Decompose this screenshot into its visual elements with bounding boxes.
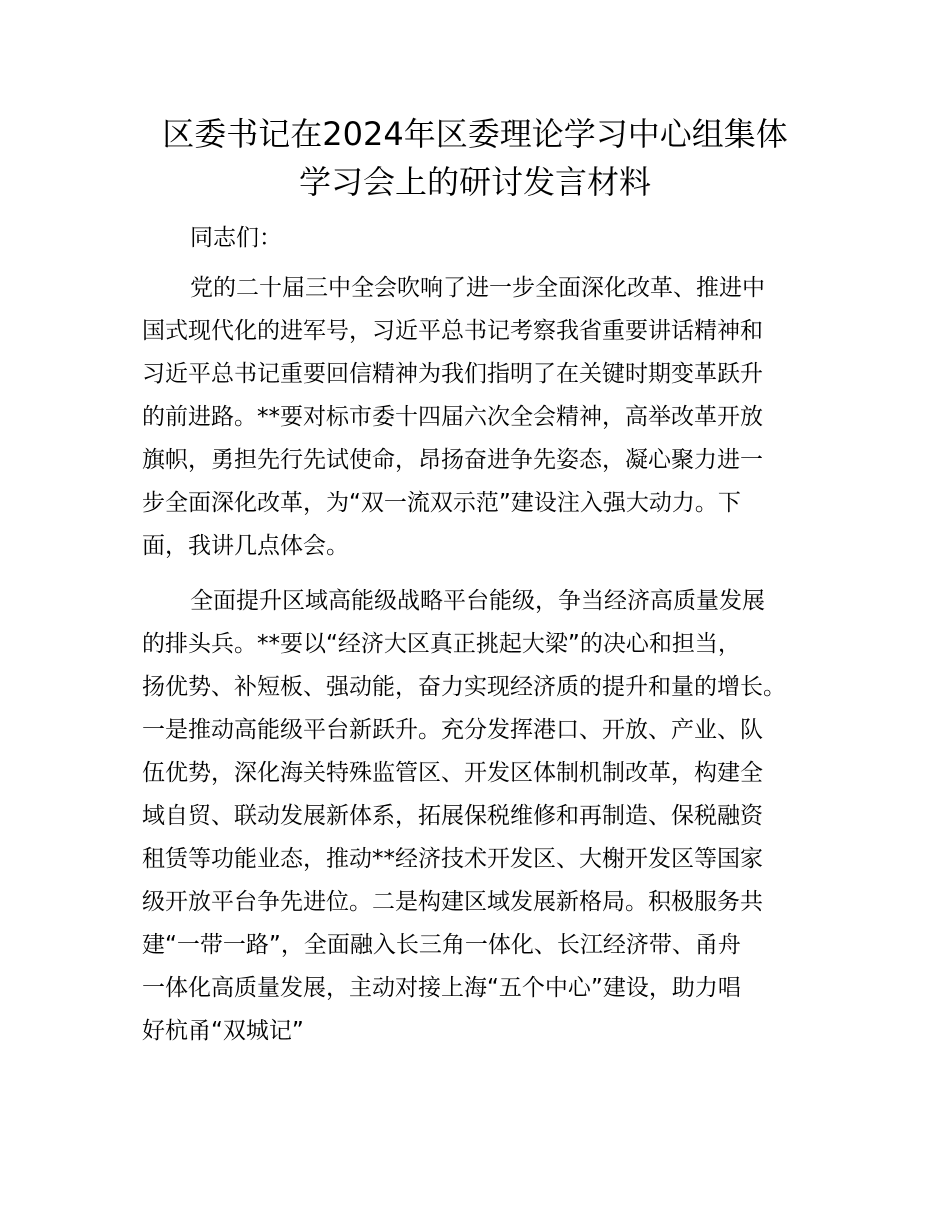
paragraph-2-line: 建“一带一路”，全面融入长三角一体化、长江经济带、甬舟: [142, 932, 741, 958]
document-title-line-2: 学习会上的研讨发言材料: [298, 163, 651, 201]
paragraph-2-line: 租赁等功能业态，推动**经济技术开发区、大榭开发区等国家: [142, 846, 763, 872]
paragraph-1-line: 习近平总书记重要回信精神为我们指明了在关键时期变革跃升: [142, 361, 763, 387]
paragraph-2-line: 一是推动高能级平台新跃升。充分发挥港口、开放、产业、队: [142, 717, 763, 743]
paragraph-2-line: 级开放平台争先进位。二是构建区域发展新格局。积极服务共: [142, 889, 763, 915]
paragraph-1-line: 国式现代化的进军号，习近平总书记考察我省重要讲话精神和: [142, 318, 763, 344]
paragraph-2-line: 的排头兵。**要以“经济大区真正挑起大梁”的决心和担当，: [142, 631, 741, 657]
paragraph-2-line: 域自贸、联动发展新体系，拓展保税维修和再制造、保税融资: [142, 803, 763, 829]
paragraph-1-line: 步全面深化改革，为“双一流双示范”建设注入强大动力。下: [142, 490, 741, 516]
paragraph-1-line: 面，我讲几点体会。: [142, 533, 349, 559]
document-title-line-1: 区委书记在2024年区委理论学习中心组集体: [162, 115, 788, 153]
paragraph-2-line: 伍优势，深化海关特殊监管区、开发区体制机制改革，构建全: [142, 760, 763, 786]
paragraph-1-line: 党的二十届三中全会吹响了进一步全面深化改革、推进中: [190, 275, 765, 301]
salutation: 同志们：: [190, 225, 282, 251]
paragraph-2-line: 一体化高质量发展，主动对接上海“五个中心”建设，助力唱: [142, 975, 741, 1001]
paragraph-2-line: 扬优势、补短板、强动能，奋力实现经济质的提升和量的增长。: [142, 674, 786, 700]
paragraph-2-line: 全面提升区域高能级战略平台能级，争当经济高质量发展: [190, 588, 765, 614]
paragraph-2-line: 好杭甬“双城记”: [142, 1018, 304, 1044]
paragraph-1-line: 的前进路。**要对标市委十四届六次全会精神，高举改革开放: [142, 404, 763, 430]
paragraph-1-line: 旗帜，勇担先行先试使命，昂扬奋进争先姿态，凝心聚力进一: [142, 447, 763, 473]
